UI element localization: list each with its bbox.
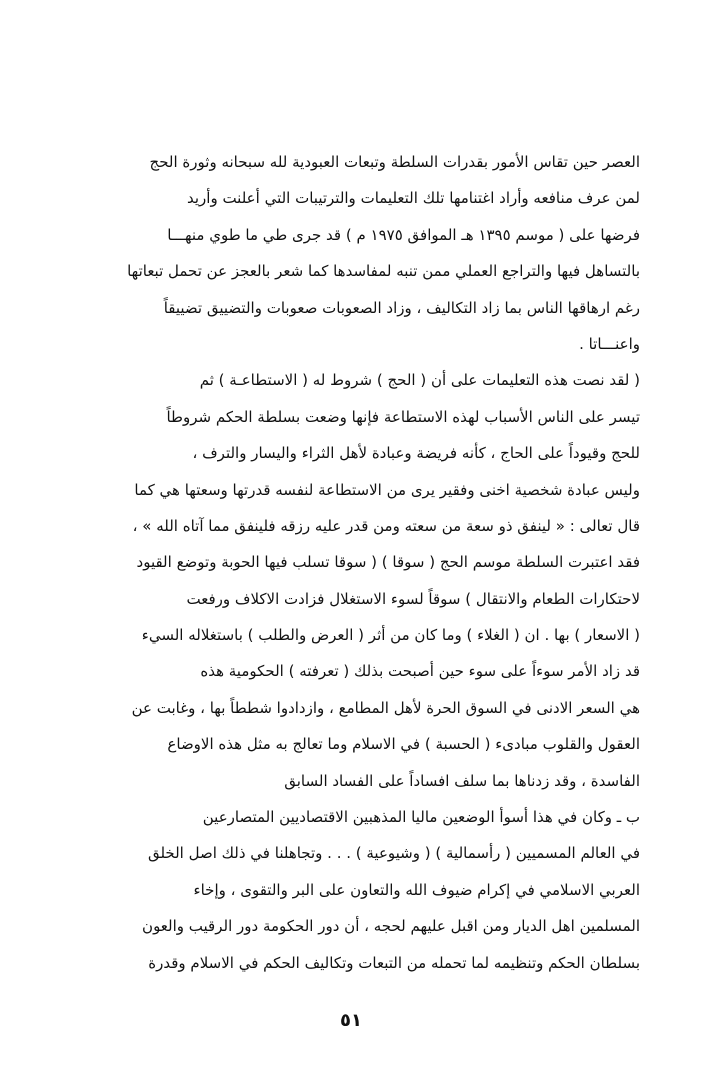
text-line: وليس عبادة شخصية اخنى وفقير يرى من الاستطاعة لنفسه قدرتها وسعتها هي كما [134,480,640,499]
text-line: لمن عرف منافعه وأراد اغتنامها تلك التعليمات والترتيبات التي أعلنت وأريد [186,189,640,208]
text-line: تيسر على الناس الأسباب لهذه الاستطاعة فإنها وضعت بسلطة الحكم شروطاً [166,407,640,426]
text-line: العقول والقلوب مبادىء ( الحسبة ) في الاسلام وما تعالج به مثل هذه الاوضاع [167,735,640,754]
text-line: ب ـ وكان في هذا أسوأ الوضعين ماليا المذهبين الاقتصاديين المتصارعين [202,808,640,827]
text-line: في العالم المسميين ( رأسمالية ) ( وشيوعية ) . . . وتجاهلنا في ذلك اصل الخلق [147,844,640,863]
text-line: رغم ارهاقها الناس بما زاد التكاليف ، وزاد الصعوبات صعوبات والتضييق تضييقاً [163,298,640,317]
text-line: واعنـــاتا . [579,334,640,353]
text-line: للحج وقيوداً على الحاج ، كأنه فريضة وعبادة لأهل الثراء واليسار والترف ، [192,444,640,463]
text-line: ( الاسعار ) بها . ان ( الغلاء ) وما كان من أثر ( العرض والطلب ) باستغلاله السيء [141,626,640,645]
body-text [92,144,640,981]
text-line: المسلمين اهل الديار ومن اقبل عليهم لحجه ، أن دور الحكومة دور الرقيب والعون [142,917,640,936]
text-line: ( لقد نصت هذه التعليمات على أن ( الحج ) شروط له ( الاستطاعـة ) ثم [199,371,640,390]
text-line: فقد اعتبرت السلطة موسم الحج ( سوقا ) ( سوقا تسلب فيها الحوبة وتوضع القيود [136,553,640,572]
text-line: بالتساهل فيها والتراجع العملي ممن تنبه لمفاسدها كما شعر بالعجز عن تحمل تبعاتها [127,262,640,281]
text-line: العصر حين تقاس الأمور بقدرات السلطة وتبعات العبودية لله سبحانه وثورة الحج [149,153,640,171]
text-line: فرضها على ( موسم ١٣٩٥ هـ الموافق ١٩٧٥ م ) قد جرى طي ما طوي منهـــا [167,225,640,244]
text-line: قد زاد الأمر سوءاً على سوء حين أصبحت بذلك ( تعرفته ) الحكومية هذه [200,662,640,681]
page-number: ٥١ [340,1010,362,1031]
text-line: لاحتكارات الطعام والانتقال ) سوقاً لسوء الاستغلال فزادت الاكلاف ورفعت [186,589,640,608]
text-line: قال تعالى : « لينفق ذو سعة من سعته ومن قدر عليه رزقه فلينفق مما آتاه الله » ، [132,516,640,535]
text-line: الفاسدة ، وقد زدناها بما سلف افساداً على الفساد السابق [284,771,640,790]
text-line: العربي الاسلامي في إكرام ضيوف الله والتعاون على البر والتقوى ، وإخاء [193,880,640,899]
text-line: هي السعر الادنى في السوق الحرة لأهل المطامع ، وازدادوا شططاً بها ، وغابت عن [131,698,640,717]
text-line: بسلطان الحكم وتنظيمه لما تحمله من التبعات وتكاليف الحكم في الاسلام وقدرة [148,953,640,972]
